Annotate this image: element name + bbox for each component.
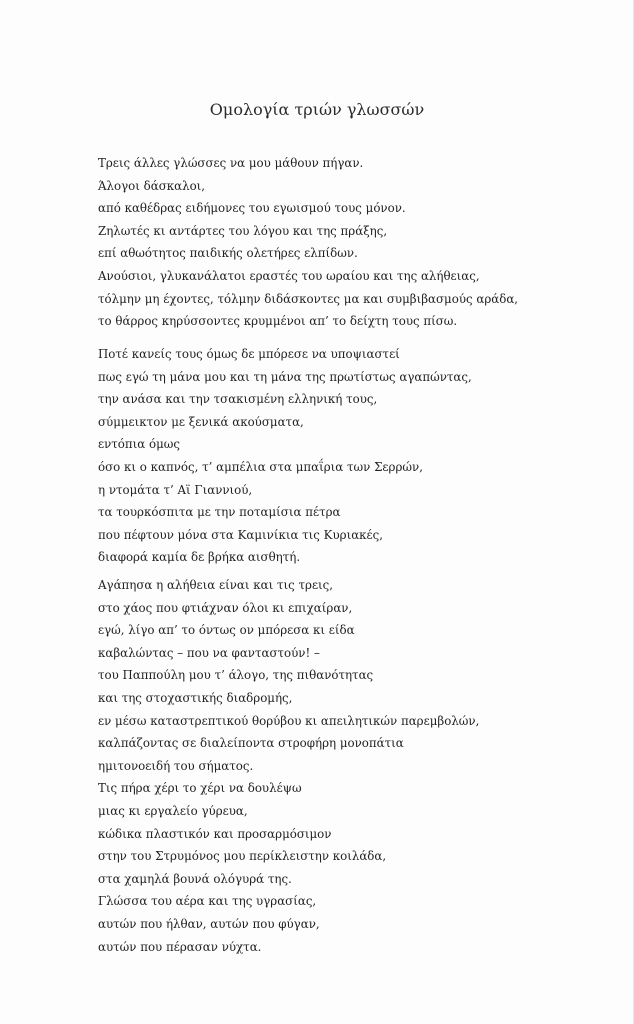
poem-line: εν μέσω καταστρεπτικού θορύβου κι απειλητικών παρεμβολών, bbox=[98, 713, 480, 728]
poem-line: και της στοχαστικής διαδρομής, bbox=[98, 690, 293, 705]
poem-line: σύμμεικτον με ξενικά ακούσματα, bbox=[98, 414, 304, 429]
poem-line: Ανούσιοι, γλυκανάλατοι εραστές του ωραίου και της αλήθειας, bbox=[98, 268, 480, 283]
poem-line: στην του Στρυμόνος μου περίκλειστην κοιλάδα, bbox=[98, 849, 387, 864]
poem-line: ημιτονοειδή του σήματος. bbox=[98, 758, 254, 773]
poem-line: πως εγώ τη μάνα μου και τη μάνα της πρωτίστως αγαπώντας, bbox=[98, 369, 472, 384]
poem-line: Τις πήρα χέρι το χέρι να δουλέψω bbox=[98, 781, 302, 796]
poem-line: στα χαμηλά βουνά ολόγυρά της. bbox=[98, 871, 292, 886]
poem-line: στο χάος που φτιάχναν όλοι κι επιχαίραν, bbox=[98, 600, 353, 615]
poem-line: όσο κι ο καπνός, τ’ αμπέλια στα μπαΐρια των Σερρών, bbox=[98, 459, 423, 474]
poem-line: του Παππούλη μου τ’ άλογο, της πιθανότητας bbox=[98, 668, 374, 683]
stanza bbox=[98, 152, 628, 333]
poem-line: εγώ, λίγο απ’ το όντως ον μπόρεσα κι είδα bbox=[98, 623, 355, 638]
poem-line: αυτών που ήλθαν, αυτών που φύγαν, bbox=[98, 916, 320, 931]
poem-line: κώδικα πλαστικόν και προσαρμόσιμον bbox=[98, 826, 332, 841]
poem-line: καβαλώντας – που να φανταστούν! – bbox=[98, 645, 320, 660]
poem-line: Τρεις άλλες γλώσσες να μου μάθουν πήγαν. bbox=[98, 156, 364, 170]
poem-line: Γλώσσα του αέρα και της υγρασίας, bbox=[98, 894, 317, 909]
poem-line: μιας κι εργαλείο γύρευα, bbox=[98, 803, 248, 818]
poem-line: Άλογοι δάσκαλοι, bbox=[98, 178, 206, 193]
poem-title: Ομολογία τριών γλωσσών bbox=[209, 100, 425, 119]
poem-line: Ποτέ κανείς τους όμως δε μπόρεσε να υποψιαστεί bbox=[98, 347, 400, 361]
stanza bbox=[98, 574, 628, 958]
poem-line: εντόπια όμως bbox=[98, 437, 181, 452]
poem-line: αυτών που πέρασαν νύχτα. bbox=[98, 939, 262, 954]
poem-line: Ζηλωτές κι αντάρτες του λόγου και της πράξης, bbox=[98, 223, 388, 238]
poem-line: το θάρρος κηρύσσοντες κρυμμένοι απ’ το δείχτη τους πίσω. bbox=[98, 314, 458, 329]
poem-line: από καθέδρας ειδήμονες του εγωισμού τους μόνον. bbox=[98, 201, 406, 216]
poem-line: επί αθωότητος παιδικής ολετήρες ελπίδων. bbox=[98, 246, 358, 261]
poem-line: τόλμην μη έχοντες, τόλμην διδάσκοντες μα και συμβιβασμούς αράδα, bbox=[98, 291, 519, 306]
poem-line: τα τουρκόσπιτα με την ποταμίσια πέτρα bbox=[98, 505, 341, 520]
poem-line: που πέφτουν μόνα στα Καμινίκια τις Κυριακές, bbox=[98, 527, 384, 542]
poem-line: την ανάσα και την τσακισμένη ελληνική τους, bbox=[98, 392, 378, 407]
poem-line: καλπάζοντας σε διαλείποντα στροφήρη μονοπάτια bbox=[98, 736, 404, 751]
poem-line: Αγάπησα η αλήθεια είναι και τις τρεις, bbox=[98, 578, 334, 592]
poem-line: η ντομάτα τ’ Αϊ Γιαννιού, bbox=[98, 482, 253, 497]
poem-line: διαφορά καμία δε βρήκα αισθητή. bbox=[98, 550, 301, 565]
stanza bbox=[98, 343, 628, 569]
